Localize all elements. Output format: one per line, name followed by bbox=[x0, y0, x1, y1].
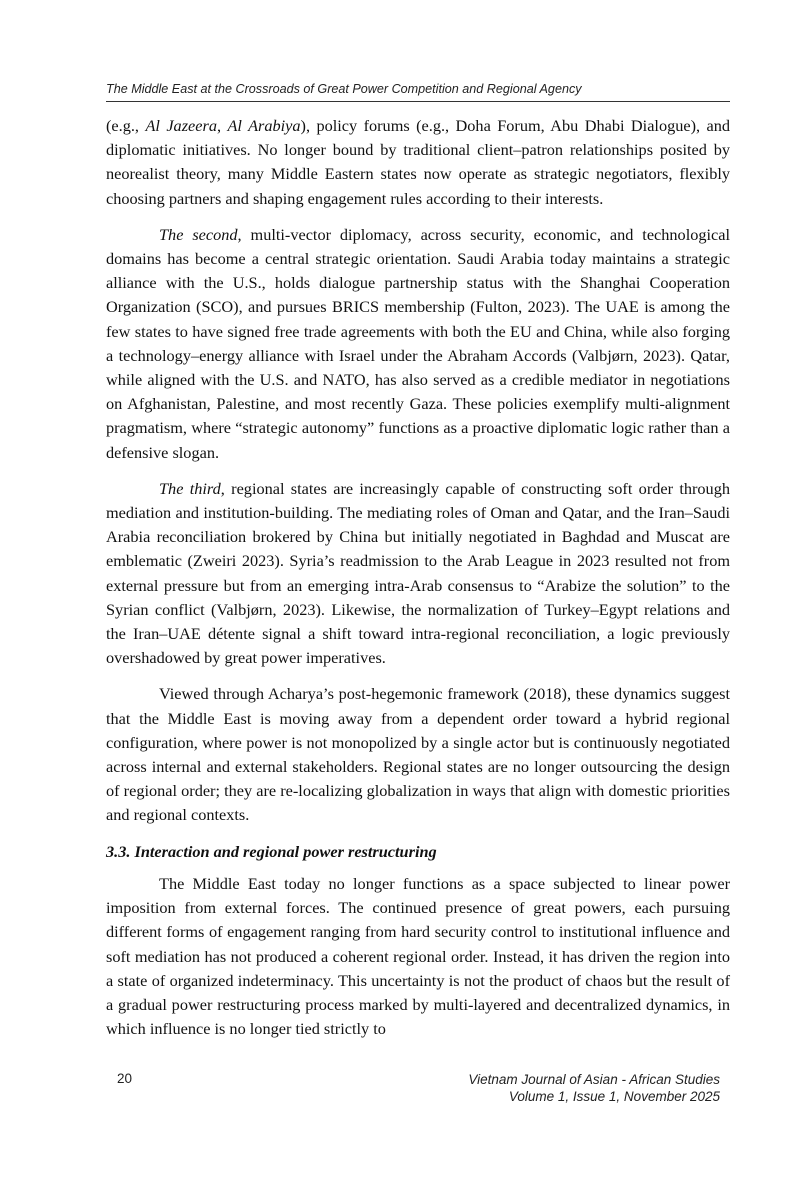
header-rule bbox=[106, 101, 730, 102]
p1-italic-al-arabiya: Al Arabiya bbox=[227, 116, 301, 135]
paragraph-3 bbox=[106, 477, 730, 671]
journal-issue: Volume 1, Issue 1, November 2025 bbox=[508, 1089, 720, 1104]
p3-text: , regional states are increasingly capable of constructing soft order through mediation and institution-building. The mediating roles of Oman and Qatar, and the Iran–Saudi Arabia reconciliation brokered by China but initially negotiated in Baghdad and Muscat are emblematic (Zweiri 2023). Syria’s readmission to the Arab League in 2023 resulted not from external pressure but from an emerging intra-Arab consensus to “Arabize the solution” to the Syrian conflict (Valbjørn, 2023). Likewise, the normalization of Turkey–Egypt relations and the Iran–UAE détente signal a shift toward intra-regional reconciliation, a logic previously overshadowed by great power imperatives. bbox=[106, 478, 730, 668]
p3-lead: The third bbox=[159, 478, 221, 498]
paragraph-4: Viewed through Acharya’s post-hegemonic framework (2018), these dynamics suggest that the Middle East is moving away from a dependent order toward a hybrid regional configuration, where power is not monopolized by a single actor but is continuously negotiated across internal and external stakeholders. Regional states are no longer outsourcing the design of regional order; they are re-localizing globalization in ways that align with domestic priorities and regional contexts. bbox=[106, 684, 730, 825]
p1-text-c: , bbox=[216, 116, 228, 135]
body-text bbox=[106, 114, 730, 1053]
paragraph-2 bbox=[106, 223, 730, 465]
journal-footer bbox=[468, 1071, 720, 1105]
p1-italic-al-jazeera: Al Jazeera bbox=[145, 116, 217, 135]
paragraph-5: The Middle East today no longer functions as a space subjected to linear power imposition from external forces. The continued presence of great powers, each pursuing different forms of engagement ranging from hard security control to institutional influence and soft mediation has not produced a coherent regional order. Instead, it has driven the region into a state of organized indeterminacy. This uncertainty is not the product of chaos but the result of a gradual power restructuring process marked by multi-layered and decentralized dynamics, in which influence is no longer tied strictly to bbox=[106, 873, 730, 1039]
p2-text: multi-vector diplomacy, across security, economic, and technological domains has become a central strategic orientation. Saudi Arabia today maintains a strategic alliance with the U.S., holds dialogue partnership status with the Shanghai Cooperation Organization (SCO), and pursues BRICS membership (Fulton, 2023). The UAE is among the few states to have signed free trade agreements with both the EU and China, while also forging a technology–energy alliance with Israel under the Abraham Accords (Valbjørn, 2023). Qatar, while aligned with the U.S. and NATO, has also served as a credible mediator in negotiations on Afghanistan, Palestine, and most recently Gaza. These policies exemplify multi-alignment pragmatism, where “strategic autonomy” functions as a proactive diplomatic logic rather than a defensive slogan. bbox=[106, 224, 731, 462]
p1-text-a: (e.g., bbox=[106, 116, 146, 135]
page-number: 20 bbox=[117, 1071, 133, 1086]
p1-text-e: ), policy forums (e.g., Doha Forum, Abu Dhabi Dialogue), and diplomatic initiatives. No longer bound by traditional client–patron relationships posited by neorealist theory, many Middle Eastern states now operate as strategic negotiators, flexibly choosing partners and shaping engagement rules according to their interests. bbox=[106, 116, 731, 208]
running-header: The Middle East at the Crossroads of Great Power Competition and Regional Agency bbox=[106, 82, 582, 96]
paragraph-1 bbox=[106, 114, 730, 211]
section-heading: 3.3. Interaction and regional power restructuring bbox=[106, 841, 437, 861]
journal-name: Vietnam Journal of Asian - African Studies bbox=[468, 1072, 720, 1087]
p2-lead: The second, bbox=[159, 224, 242, 244]
